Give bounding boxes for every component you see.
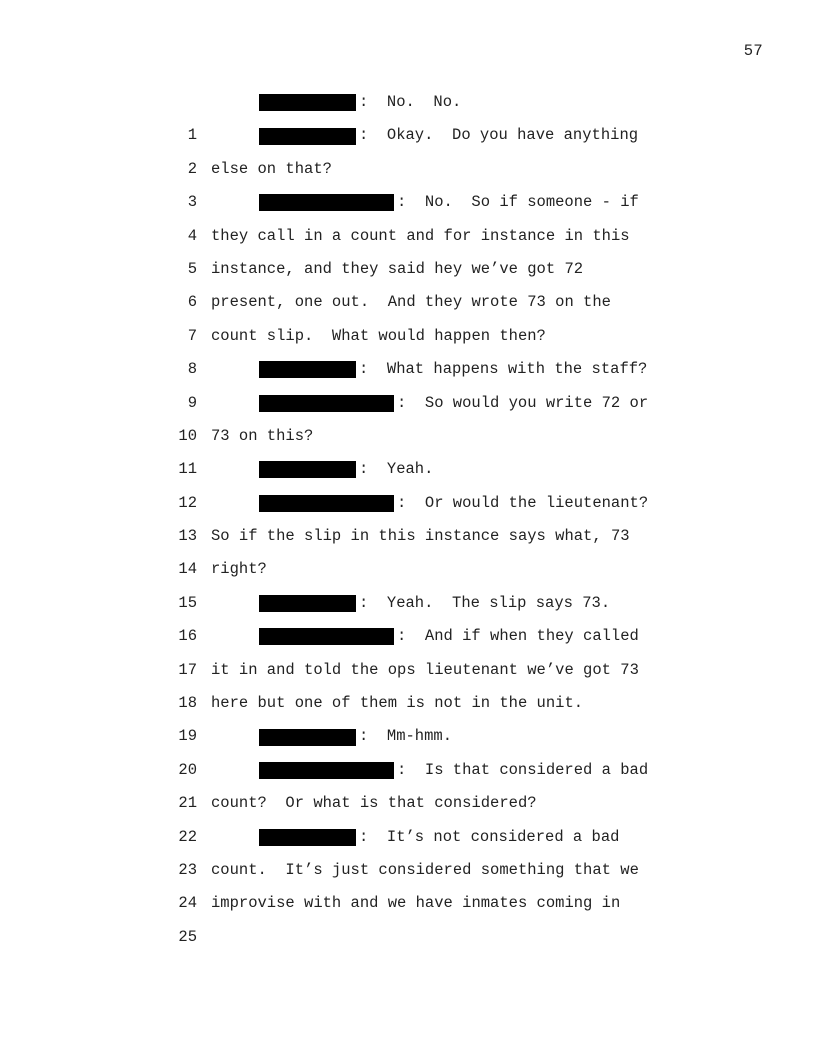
line-text: improvise with and we have inmates coming in (211, 894, 621, 913)
line-number: 4 (187, 226, 197, 245)
line-text: : Yeah. (359, 460, 434, 479)
line-number: 11 (178, 460, 197, 479)
line-content (211, 787, 537, 820)
line-content (211, 654, 639, 687)
line-content (211, 821, 619, 854)
line-content (211, 86, 461, 119)
line-number: 16 (178, 627, 197, 646)
redacted-speaker-name (259, 595, 356, 612)
line-text: : No. So if someone - if (397, 193, 639, 212)
line-number: 12 (178, 493, 197, 512)
line-text: instance, and they said hey we’ve got 72 (211, 259, 584, 278)
line-number: 13 (178, 527, 197, 546)
line-number: 19 (178, 727, 197, 746)
line-content (211, 854, 639, 887)
line-number: 23 (178, 861, 197, 879)
line-number: 7 (187, 326, 197, 345)
line-number: 17 (178, 660, 197, 679)
line-content (211, 286, 611, 319)
line-text: : And if when they called (397, 627, 639, 646)
line-content (211, 220, 630, 253)
transcript-line (0, 887, 816, 946)
line-content (211, 720, 452, 753)
line-number: 8 (187, 360, 197, 379)
line-number: 3 (187, 193, 197, 212)
line-text: present, one out. And they wrote 73 on the (211, 293, 611, 312)
redacted-speaker-name (259, 361, 356, 378)
line-text: : Yeah. The slip says 73. (359, 593, 611, 612)
line-text: here but one of them is not in the unit. (211, 694, 584, 713)
redacted-speaker-name (259, 829, 356, 846)
line-number: 6 (187, 293, 197, 312)
line-text: count? Or what is that considered? (211, 794, 537, 813)
line-text: else on that? (211, 159, 332, 178)
line-number: 24 (178, 894, 197, 913)
line-text: count slip. What would happen then? (211, 326, 546, 345)
line-content (211, 553, 267, 586)
line-number: 9 (187, 393, 197, 412)
redacted-speaker-name (259, 194, 394, 211)
line-text: count. It’s just considered something that we (211, 860, 639, 879)
line-content (211, 687, 583, 720)
redacted-speaker-name (259, 128, 356, 145)
line-number: 14 (178, 560, 197, 579)
line-content (211, 887, 620, 920)
redacted-speaker-name (259, 495, 394, 512)
line-content (211, 186, 639, 219)
line-number: 15 (178, 593, 197, 612)
line-text: it in and told the ops lieutenant we’ve got 73 (211, 660, 639, 679)
line-number: 20 (178, 760, 197, 779)
line-number: 25 (178, 927, 197, 946)
line-number: 2 (187, 159, 197, 178)
page-number: 57 (743, 42, 763, 60)
line-number: 22 (178, 827, 197, 846)
line-text: : It’s not considered a bad (359, 827, 620, 846)
line-content (211, 620, 639, 653)
transcript-body (0, 86, 816, 946)
redacted-speaker-name (259, 729, 356, 746)
line-content (211, 453, 433, 486)
line-text: : What happens with the staff? (359, 360, 648, 379)
line-number: 18 (178, 694, 197, 713)
line-number: 1 (187, 126, 197, 145)
line-content (211, 520, 630, 553)
line-text: right? (211, 560, 267, 579)
line-content (211, 153, 332, 186)
redacted-speaker-name (259, 461, 356, 478)
line-number: 21 (178, 794, 197, 813)
line-text: : Or would the lieutenant? (397, 493, 649, 512)
line-content (211, 253, 583, 286)
line-content (211, 119, 638, 152)
line-text: So if the slip in this instance says what, 73 (211, 527, 630, 546)
line-content (211, 353, 647, 386)
line-text: : Okay. Do you have anything (359, 126, 639, 145)
line-content (211, 420, 313, 453)
line-content (211, 487, 648, 520)
line-text: : No. No. (359, 93, 462, 111)
line-content (211, 754, 648, 787)
line-text: they call in a count and for instance in this (211, 226, 630, 245)
redacted-speaker-name (259, 762, 394, 779)
line-content (211, 587, 610, 620)
line-content (211, 320, 546, 353)
line-content (211, 387, 648, 420)
redacted-speaker-name (259, 94, 356, 111)
redacted-speaker-name (259, 395, 394, 412)
line-number: 10 (178, 426, 197, 445)
line-text: : Mm-hmm. (359, 727, 453, 746)
line-text: 73 on this? (211, 426, 314, 445)
line-number: 5 (187, 259, 197, 278)
line-text: : So would you write 72 or (397, 393, 649, 412)
line-text: : Is that considered a bad (397, 760, 649, 779)
redacted-speaker-name (259, 628, 394, 645)
